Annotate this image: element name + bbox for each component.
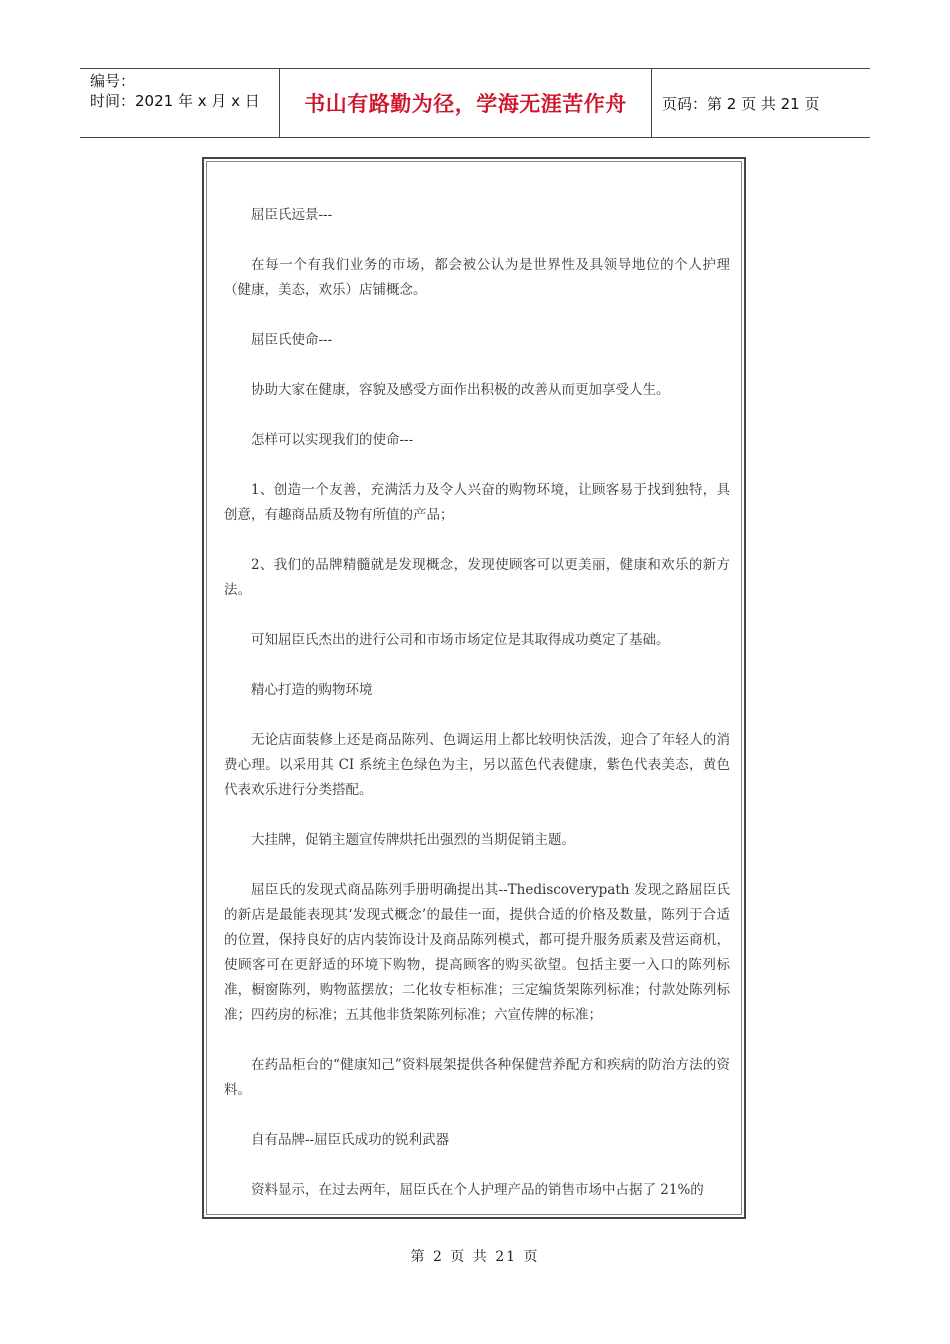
paragraph-how-heading: 怎样可以实现我们的使命--- bbox=[251, 432, 414, 448]
paragraph-signage: 大挂牌，促销主题宣传牌烘托出强烈的当期促销主题。 bbox=[251, 832, 575, 848]
paragraph-vision-heading: 屈臣氏远景--- bbox=[251, 207, 333, 223]
paragraph-positioning: 可知屈臣氏杰出的进行公司和市场市场定位是其取得成功奠定了基础。 bbox=[251, 632, 670, 648]
paragraph-mission: 协助大家在健康，容貌及感受方面作出积极的改善从而更加享受人生。 bbox=[251, 382, 670, 398]
header-page-number: 页码：第 2 页 共 21 页 bbox=[662, 94, 820, 113]
paragraph-market-share: 资料显示，在过去两年，屈臣氏在个人护理产品的销售市场中占据了 21%的 bbox=[251, 1182, 704, 1198]
document-date: 时间：2021 年 x 月 x 日 bbox=[90, 92, 260, 110]
paragraph-point-2: 2、我们的品牌精髓就是发现概念，发现使顾客可以更美丽，健康和欢乐的新方法。 bbox=[224, 557, 730, 598]
paragraph-private-label-heading: 自有品牌--屈臣氏成功的锐利武器 bbox=[251, 1132, 450, 1148]
paragraph-vision: 在每一个有我们业务的市场，都会被公认为是世界性及具领导地位的个人护理（健康，美态，欢乐）店铺概念。 bbox=[224, 257, 730, 298]
paragraph-point-1: 1、创造一个友善，充满活力及令人兴奋的购物环境，让顾客易于找到独特，具创意，有趣商品质及物有所值的产品； bbox=[224, 482, 730, 523]
paragraph-mission-heading: 屈臣氏使命--- bbox=[251, 332, 333, 348]
content-frame bbox=[202, 157, 746, 1219]
page-header bbox=[80, 68, 870, 138]
page-footer: 第 2 页 共 21 页 bbox=[410, 1249, 540, 1265]
header-meta bbox=[80, 69, 280, 137]
paragraph-environment-heading: 精心打造的购物环境 bbox=[251, 682, 373, 698]
paragraph-display-manual: 屈臣氏的发现式商品陈列手册明确提出其--Thediscoverypath 发现之路屈臣氏的新店是最能表现其‘发现式概念’的最佳一面，提供合适的价格及数量，陈列于合适的位置，保持良好的店内装饰设计及商品陈列模式，都可提升服务质素及营运商机，使顾客可在更舒适的环境下购物，提高顾客的购买欲望。包括主要一入口的陈列标准，橱窗陈列，购物蓝摆放；二化妆专柜标准；三定编货架陈列标准；付款处陈列标准；四药房的标准；五其他非货架陈列标准；六宣传牌的标准； bbox=[224, 882, 730, 1023]
paragraph-health-shelf: 在药品柜台的“健康知己”资料展架提供各种保健营养配方和疾病的防治方法的资料。 bbox=[224, 1057, 730, 1098]
document-body bbox=[224, 203, 730, 1219]
header-motto: 书山有路勤为径，学海无涯苦作舟 bbox=[280, 69, 652, 137]
paragraph-decoration: 无论店面装修上还是商品陈列、色调运用上都比较明快活泼，迎合了年轻人的消费心理。以采用其 CI 系统主色绿色为主，另以蓝色代表健康，紫色代表美态，黄色代表欢乐进行分类搭配。 bbox=[224, 732, 730, 798]
document-number-label: 编号： bbox=[90, 72, 136, 90]
